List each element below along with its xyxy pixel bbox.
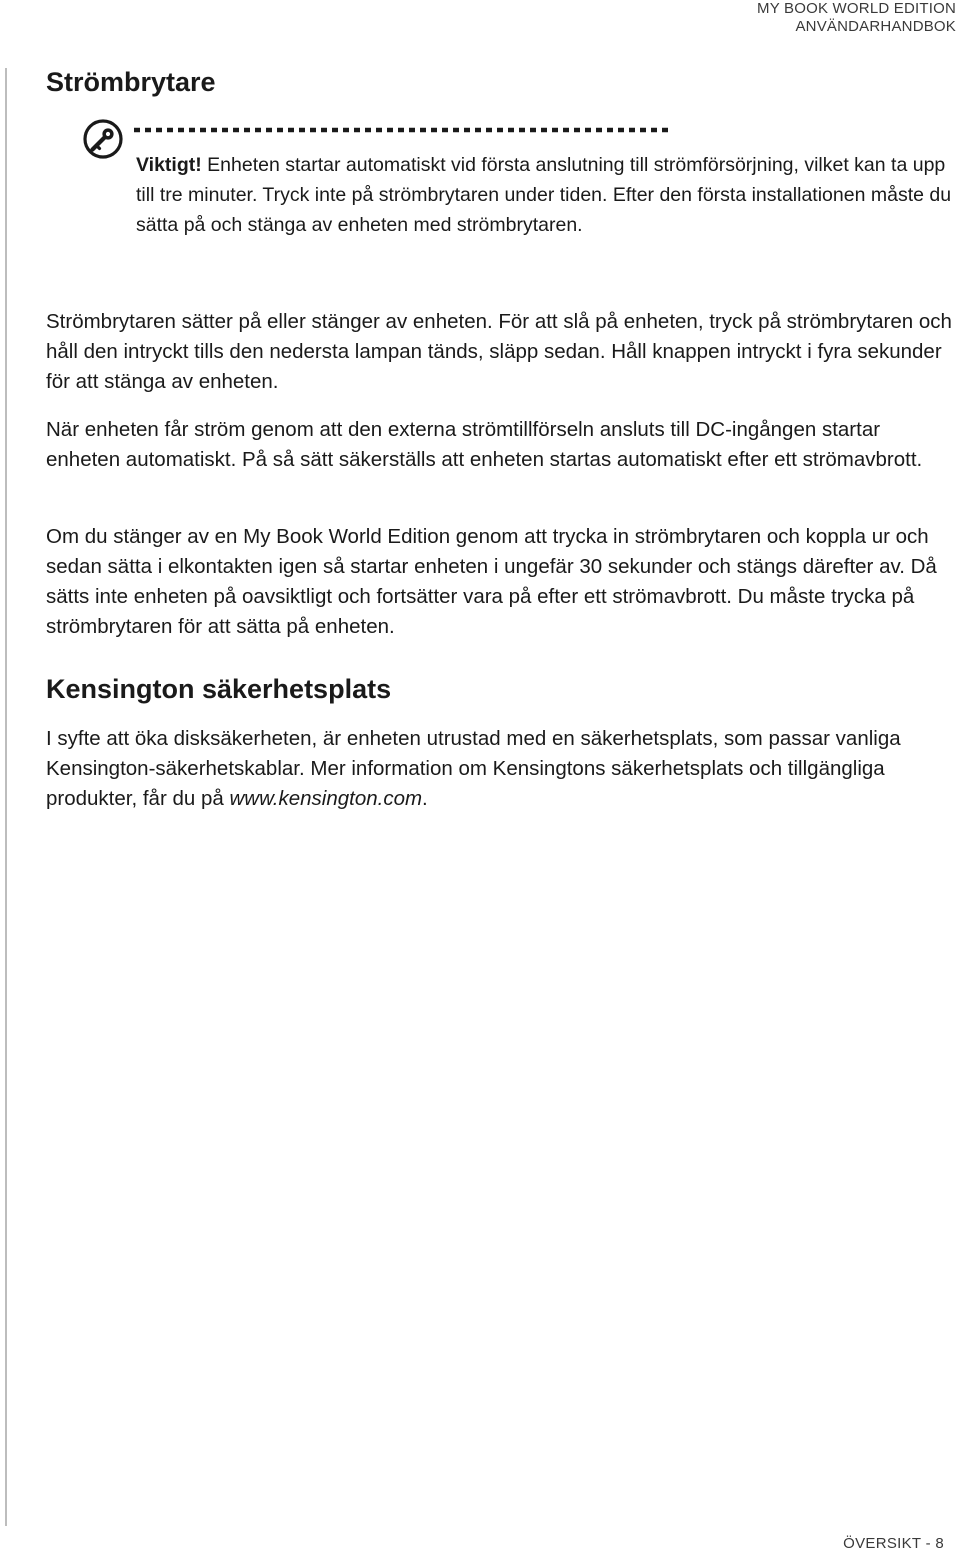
key-icon <box>83 119 123 159</box>
note-dashed-rule <box>134 127 670 133</box>
kensington-text: I syfte att öka disksäkerheten, är enheten utrustad med en säkerhetsplats, som passar vanliga Kensington-säkerhetskablar. Mer information om Kensingtons säkerhetsplats och tillgängliga produkter, får du på <box>46 727 901 810</box>
paragraph-power-off-behavior: Om du stänger av en My Book World Edition genom att trycka in strömbrytaren och koppla ur och sedan sätta i elkontakten igen så startar enheten i ungefär 30 sekunder och stängs därefter av. Då sätts inte enheten på oavsiktligt och fortsätter vara på efter ett strömavbrott. Du måste trycka på strömbrytaren för att sätta på enheten. <box>46 525 937 638</box>
page-footer: ÖVERSIKT - 8 <box>843 1535 944 1552</box>
section-title-power-switch: Strömbrytare <box>46 67 216 97</box>
kensington-text-end: . <box>422 787 428 810</box>
important-note <box>136 150 956 240</box>
left-margin-rule <box>5 68 7 1526</box>
header-manual-name: ANVÄNDARHANDBOK <box>795 18 956 35</box>
running-header <box>757 0 956 36</box>
paragraph-kensington <box>46 724 956 814</box>
paragraph-auto-start: När enheten får ström genom att den externa strömtillförseln ansluts till DC-ingången startar enheten automatiskt. På så sätt säkerställs att enheten startas automatiskt efter ett strömavbrott. <box>46 418 923 471</box>
paragraph-power-switch-usage: Strömbrytaren sätter på eller stänger av enheten. För att slå på enheten, tryck på strömbrytaren och håll den intryckt tills den nedersta lampan tänds, släpp sedan. Håll knappen intryckt i fyra sekunder för att stänga av enheten. <box>46 310 952 393</box>
note-label: Viktigt! <box>136 154 202 176</box>
kensington-link[interactable]: www.kensington.com <box>229 787 423 810</box>
header-product-name: MY BOOK WORLD EDITION <box>757 0 956 17</box>
section-title-kensington: Kensington säkerhetsplats <box>46 674 392 704</box>
note-text: Enheten startar automatiskt vid första anslutning till strömförsörjning, vilket kan ta upp till tre minuter. Tryck inte på strömbrytaren under tiden. Efter den första installationen måste du sätta på och stänga av enheten med strömbrytaren. <box>136 154 952 236</box>
